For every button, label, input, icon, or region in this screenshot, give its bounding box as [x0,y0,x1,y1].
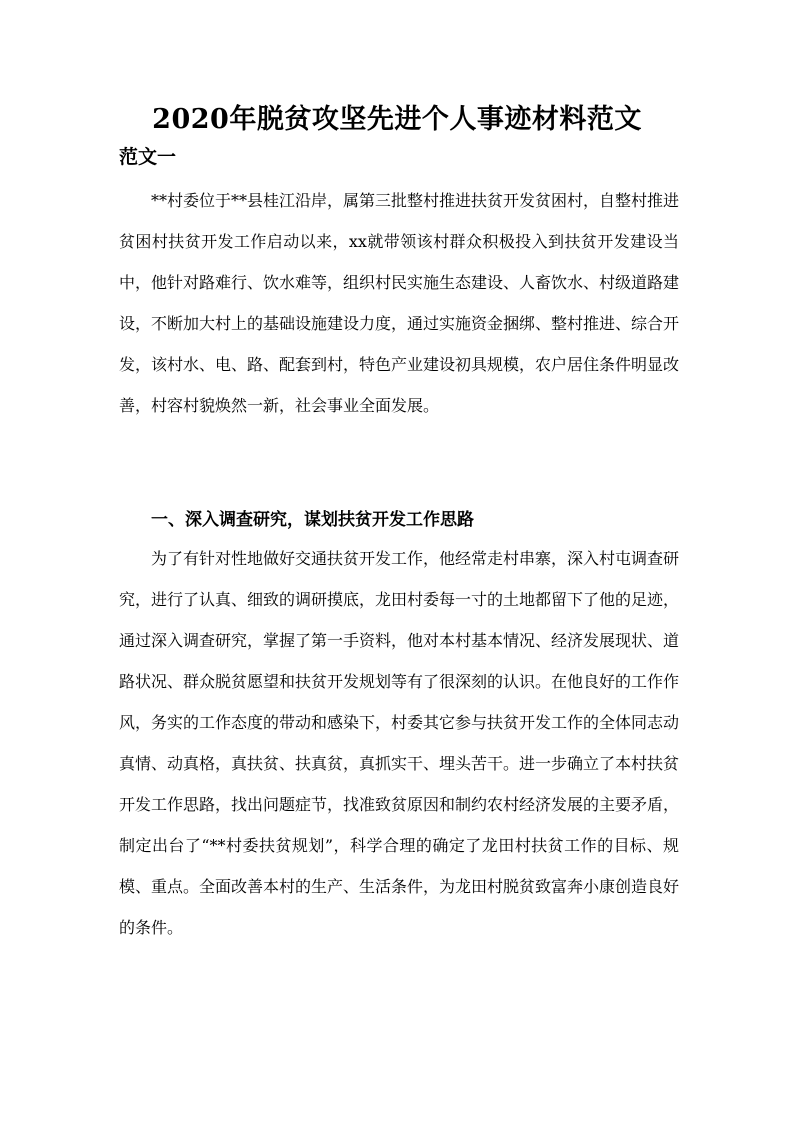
paragraph-1: **村委位于**县桂江沿岸，属第三批整村推进扶贫开发贫困村，自整村推进贫困村扶贫开发工作启动以来，xx就带领该村群众积极投入到扶贫开发建设当中，他针对路难行、饮水难等，组织村民实施生态建设、人畜饮水、村级道路建设，不断加大村上的基础设施建设力度，通过实施资金捆绑、整村推进、综合开发，该村水、电、路、配套到村，特色产业建设初具规模，农户居住条件明显改善，村容村貌焕然一新，社会事业全面发展。 [119,191,680,415]
document-title: 2020年脱贫攻坚先进个人事迹材料范文 [152,104,642,135]
section-1-heading: 一、深入调查研究，谋划扶贫开发工作思路 [151,510,474,530]
paragraph-2: 为了有针对性地做好交通扶贫开发工作，他经常走村串寨，深入村屯调查研究，进行了认真、细致的调研摸底，龙田村委每一寸的土地都留下了他的足迹，通过深入调查研究，掌握了第一手资料，他对本村基本情况、经济发展现状、道路状况、群众脱贫愿望和扶贫开发规划等有了很深刻的认识。在他良好的工作作风，务实的工作态度的带动和感染下，村委其它参与扶贫开发工作的全体同志动真情、动真格，真扶贫、扶真贫，真抓实干、埋头苦干。进一步确立了本村扶贫开发工作思路，找出问题症节，找准致贫原因和制约农村经济发展的主要矛盾，制定出台了“**村委扶贫规划”，科学合理的确定了龙田村扶贫工作的目标、规模、重点。全面改善本村的生产、生活条件，为龙田村脱贫致富奔小康创造良好的条件。 [119,549,680,937]
document-subheading: 范文一 [119,146,177,168]
